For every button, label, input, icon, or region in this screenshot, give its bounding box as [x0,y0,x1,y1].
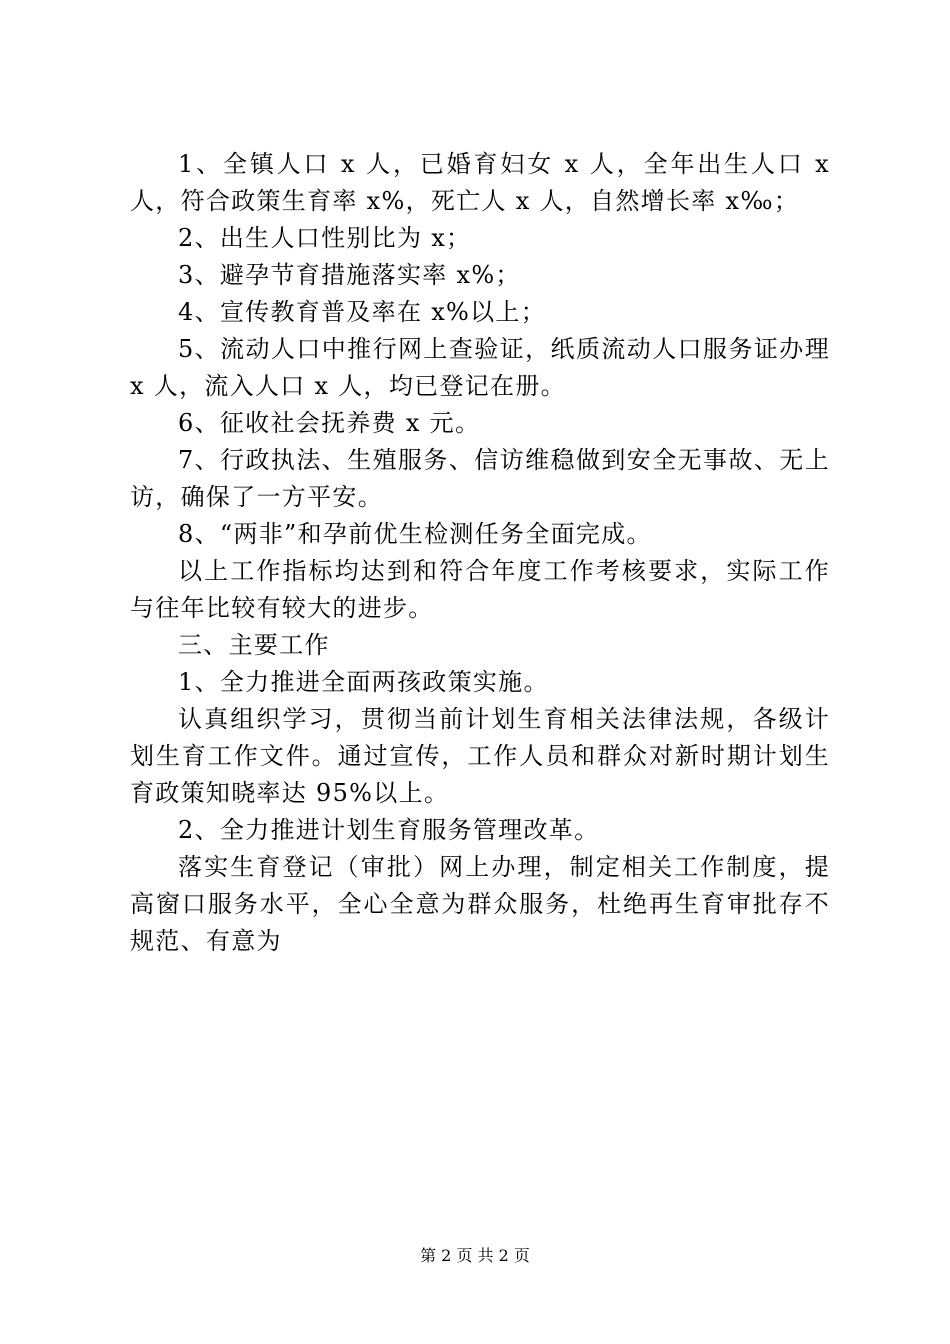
paragraph-summary: 以上工作指标均达到和符合年度工作考核要求，实际工作与往年比较有较大的进步。 [130,557,830,622]
subheading-2: 2、全力推进计划生育服务管理改革。 [178,816,600,844]
page-footer: 第 2 页 共 2 页 [420,1246,530,1265]
paragraph-item-3: 3、避孕节育措施落实率 x%； [178,261,521,289]
paragraph-body-1: 认真组织学习，贯彻当前计划生育相关法律法规，各级计划生育工作文件。通过宣传，工作人员和群众对新时期计划生育政策知晓率达 95%以上。 [130,705,830,807]
paragraph-item-7: 7、行政执法、生殖服务、信访维稳做到安全无事故、无上访，确保了一方平安。 [130,446,830,511]
paragraph-body-2: 落实生育登记（审批）网上办理，制定相关工作制度，提高窗口服务水平，全心全意为群众服务，杜绝再生育审批存不规范、有意为 [130,853,830,955]
section-heading: 三、主要工作 [178,631,330,659]
paragraph-item-1: 1、全镇人口 x 人，已婚育妇女 x 人，全年出生人口 x 人，符合政策生育率 x%，死亡人 x 人，自然增长率 x‰； [130,150,839,215]
paragraph-item-2: 2、出生人口性别比为 x； [178,224,472,252]
document-body [130,146,839,960]
paragraph-item-8: 8、“两非”和孕前优生检测任务全面完成。 [178,520,652,548]
paragraph-item-5: 5、流动人口中推行网上查验证，纸质流动人口服务证办理 x 人，流入人口 x 人，均已登记在册。 [130,335,839,400]
subheading-1: 1、全力推进全面两孩政策实施。 [178,668,549,696]
paragraph-item-6: 6、征收社会抚养费 x 元。 [178,409,481,437]
paragraph-item-4: 4、宣传教育普及率在 x%以上； [178,298,547,326]
